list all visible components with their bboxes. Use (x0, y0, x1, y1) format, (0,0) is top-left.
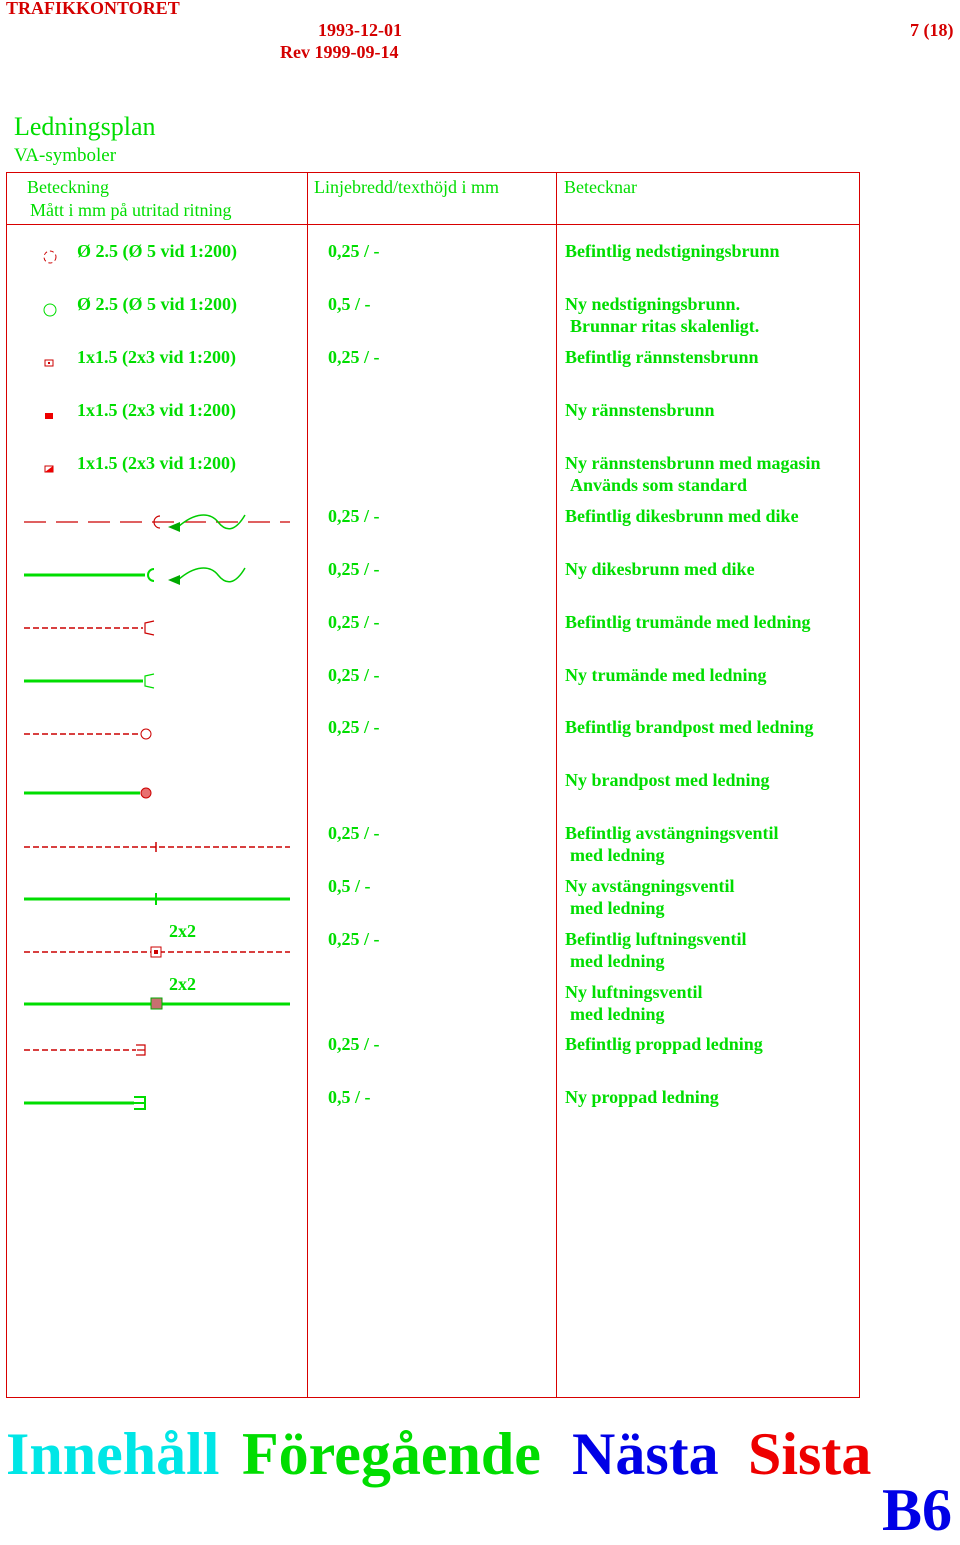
row-dim: 2x2 (169, 921, 196, 941)
existing-shutoff-valve-symbol (24, 842, 290, 852)
existing-gully-symbol (45, 360, 53, 366)
row-desc: Ny nedstigningsbrunn. (565, 294, 741, 314)
new-air-valve-symbol (24, 998, 290, 1009)
row-width: 0,5 / - (328, 294, 371, 314)
page-subtitle: VA-symboler (14, 145, 117, 166)
row-desc: Befintlig proppad ledning (565, 1034, 763, 1054)
row-width: 0,5 / - (328, 876, 371, 896)
page-number: 7 (18) (910, 20, 954, 40)
existing-hydrant-symbol (24, 729, 151, 739)
column-header-betecknar: Betecknar (564, 177, 637, 197)
row-desc: Ny proppad ledning (565, 1087, 719, 1107)
existing-ditch-well-symbol (24, 515, 290, 532)
row-width: 0,25 / - (328, 347, 380, 367)
row-dim: 1x1.5 (2x3 vid 1:200) (77, 347, 236, 367)
row-width: 0,25 / - (328, 717, 380, 737)
row-desc-2: med ledning (570, 951, 665, 971)
row-desc: Befintlig brandpost med ledning (565, 717, 814, 737)
row-desc: Befintlig avstängningsventil (565, 823, 779, 843)
row-desc: Ny luftningsventil (565, 982, 703, 1002)
new-manhole-symbol (44, 304, 56, 316)
row-desc: Befintlig dikesbrunn med dike (565, 506, 799, 526)
new-gully-symbol (45, 413, 53, 419)
row-desc: Ny avstängningsventil (565, 876, 735, 896)
row-desc: Befintlig luftningsventil (565, 929, 747, 949)
row-width: 0,25 / - (328, 929, 380, 949)
existing-air-valve-symbol (24, 947, 290, 957)
row-width: 0,25 / - (328, 823, 380, 843)
row-width: 0,25 / - (328, 665, 380, 685)
org-name: TRAFIKKONTORET (6, 0, 180, 18)
new-shutoff-valve-symbol (24, 893, 290, 905)
new-gully-magazine-symbol (45, 466, 53, 472)
row-desc-2: med ledning (570, 845, 665, 865)
existing-manhole-symbol (44, 251, 56, 263)
row-desc: Ny rännstensbrunn (565, 400, 715, 420)
nav-next-link[interactable]: Nästa (572, 1421, 719, 1487)
row-desc: Ny rännstensbrunn med magasin (565, 453, 821, 473)
row-width: 0,25 / - (328, 241, 380, 261)
symbol-column (0, 0, 300, 1120)
row-width: 0,25 / - (328, 612, 380, 632)
row-dim: 2x2 (169, 974, 196, 994)
existing-culvert-end-symbol (24, 621, 154, 635)
row-dim: 1x1.5 (2x3 vid 1:200) (77, 400, 236, 420)
row-desc: Ny trumände med ledning (565, 665, 767, 685)
column-header-linjebredd: Linjebredd/texthöjd i mm (314, 177, 499, 197)
existing-plugged-line-symbol (24, 1045, 145, 1055)
doc-date: 1993-12-01 (318, 20, 402, 40)
new-ditch-well-symbol (24, 568, 245, 585)
row-desc-2: med ledning (570, 1004, 665, 1024)
nav-contents-link[interactable]: Innehåll (6, 1421, 220, 1487)
row-desc-2: Används som standard (570, 475, 748, 495)
row-dim: Ø 2.5 (Ø 5 vid 1:200) (77, 294, 237, 314)
row-desc: Befintlig trumände med ledning (565, 612, 811, 632)
row-desc: Befintlig nedstigningsbrunn (565, 241, 780, 261)
row-desc-2: Brunnar ritas skalenligt. (570, 316, 760, 336)
row-width: 0,25 / - (328, 506, 380, 526)
row-dim: Ø 2.5 (Ø 5 vid 1:200) (77, 241, 237, 261)
row-width: 0,25 / - (328, 559, 380, 579)
row-desc: Ny dikesbrunn med dike (565, 559, 755, 579)
row-width: 0,25 / - (328, 1034, 380, 1054)
row-dim: 1x1.5 (2x3 vid 1:200) (77, 453, 236, 473)
nav-previous-link[interactable]: Föregående (242, 1421, 541, 1487)
row-desc: Ny brandpost med ledning (565, 770, 770, 790)
nav-last-link[interactable]: Sista (748, 1421, 872, 1487)
column-header-subtitle: Mått i mm på utritad ritning (30, 200, 232, 220)
new-plugged-line-symbol (24, 1097, 145, 1109)
row-width: 0,5 / - (328, 1087, 371, 1107)
doc-revision: Rev 1999-09-14 (280, 42, 399, 62)
column-header-beteckning: Beteckning (27, 177, 109, 197)
new-culvert-end-symbol (24, 674, 154, 688)
row-desc-2: med ledning (570, 898, 665, 918)
row-desc: Befintlig rännstensbrunn (565, 347, 759, 367)
page-tag: B6 (882, 1477, 953, 1543)
page-title: Ledningsplan (14, 112, 156, 141)
new-hydrant-symbol (24, 788, 151, 798)
